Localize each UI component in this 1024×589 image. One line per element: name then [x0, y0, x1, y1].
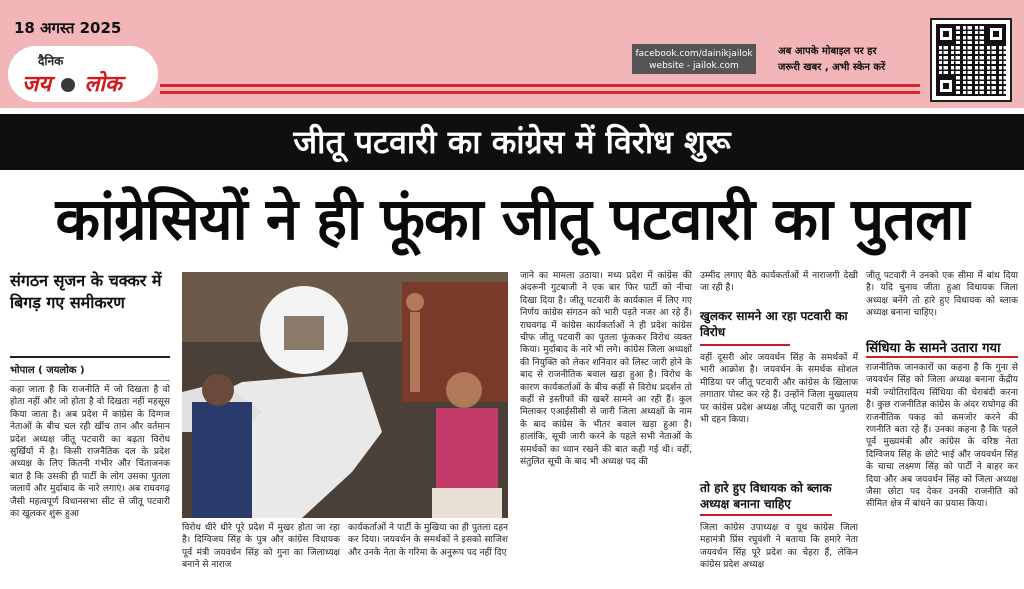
dateline: भोपाल ( जयलोक )	[10, 362, 170, 381]
logo-right-word: लोक	[84, 72, 122, 97]
sidebar-divider	[10, 356, 170, 358]
article-column-2a: विरोध धीरे धीरे पूरे प्रदेश में मुखर होता जा रहा है। दिग्विजय सिंह के पुत्र और कांग्रेस विधायक पूर्व मंत्री जयवर्धन सिंह को गुना का जिलाध्यक्ष बनाने से नाराज	[182, 523, 340, 571]
main-headline: कांग्रेसियों ने ही फूंका जीतू पटवारी का पुतला	[55, 185, 969, 253]
article-column-4-top: उम्मीद लगाए बैठे कार्यकर्ताओं में नाराजगी देखी जा रही है।	[700, 271, 858, 294]
article-column-3: जाने का मामला उठाया। मध्य प्रदेश में कांग्रेस की अंदरूनी गुटबाजी ने एक बार फिर पार्टी को नीचा दिखा दिया है। जीतू पटवारी के कार्यकाल में लिए गए निर्णय कांग्रेस संगठन को भारी पड़ते नजर आ रहे हैं। राघवगढ़ में कांग्रेस कार्यकर्ताओं ने ही प्रदेश कांग्रेस चीफ जीतू पटवारी का पुतला फूंककर विरोध व्यक्त किया। मुर्दाबाद के नारे भी लगे। कांग्रेस जिला अध्यक्षों की नियुक्ति को लेकर शनिवार को लिस्ट जारी होने के बाद से राजनीतिक बवाल खड़ा हुआ है। विरोध के कारण कार्यकर्ताओं के बीच कहीं से विरोध प्रदर्शन तो कहीं से इस्तीफों की खबरें सामने आ रही हैं। कुल मिलाकर एआईसीसी से जारी जिला अध्यक्षों के नाम के बाद कांग्रेस के भीतर बवाल खड़ा हुआ है। हालांकि, सूची जारी करने के पहले सभी नेताओं के समर्थकों का ध्यान रखने की बात कही गई थी। वहीं, संतुलित सूची के बाद भी अध्यक्ष पद की	[520, 271, 692, 468]
masthead-rules	[160, 84, 920, 98]
promo-line-2: जरूरी खबर , अभी स्केन करें	[778, 62, 886, 73]
kicker-headline: जीतू पटवारी का कांग्रेस में विरोध शुरू	[0, 114, 1024, 170]
subheading-underline	[700, 344, 790, 346]
effigy-protest-photo	[182, 272, 508, 518]
globe-icon	[61, 78, 75, 92]
article-column-1: कहा जाता है कि राजनीति में जो दिखता है वो होता नहीं और जो होता है वो दिखता नहीं महसूस किया जाता है। अब प्रदेश में कांग्रेस के दिग्गज नेताओं के बीच चल रही खींच तान और वर्तमान प्रदेश अध्यक्ष जीतू पटवारी का बढ़ता विरोध सुर्खियों में है। किसी राजनैतिक दल के प्रदेश अध्यक्ष के लिए कितनी गंभीर और चिंताजनक बात है कि उसकी ही पार्टी के लोग उसका पुतला जलायें और मुर्दाबाद के नारे लगाएं। अब राघवगढ़ जैसी महत्वपूर्ण विधानसभा सीट से जीतू पटवारी का खुलकर शुरू हुआ	[10, 385, 170, 520]
qr-code-icon	[930, 18, 1012, 102]
facebook-link: facebook.com/dainikjailok	[635, 49, 753, 59]
article-column-5-bottom: राजनीतिक जानकारों का कहना है कि गुना से जयवर्धन सिंह को जिला अध्यक्ष बनाना केंद्रीय मंत्री ज्योतिरादित्य सिंधिया की घेराबंदी करना है। कुछ राजनीतिज्ञ कांग्रेस के अंदर राघोगढ़ की राजनीतिक पकड़ को कमजोर करने की रणनीति बता रहे हैं। उनका कहना है कि पहले पूर्व मुख्यमंत्री और कांग्रेस के वरिष्ठ नेता दिग्विजय सिंह के छोटे भाई और जयवर्धन सिंह के चाचा लक्ष्मण सिंह को पार्टी ने बाहर कर दिया और अब जयवर्धन सिंह को जिला अध्यक्ष जैसा छोटा पद देकर उनकी राजनीति को सीमित क्षेत्र में बांधने का प्रयास किया।	[866, 363, 1018, 510]
news-photo	[182, 272, 508, 518]
article-column-5-top: जीतू पटवारी ने उनको एक सीमा में बांध दिया है। यदि चुनाव जीता हुआ विधायक जिला अध्यक्ष बनेंगे तो हारे हुए विधायक को ब्लाक अध्यक्ष बनाना चाहिए।	[866, 271, 1018, 319]
logo-wordmark	[22, 68, 122, 98]
article-column-2b: कार्यकर्ताओं ने पार्टी के मुखिया का ही पुतला दहन कर दिया। जयवर्धन के समर्थकों ने इसको साजिश और उनके नेता के गरिमा के अनुरूप पद नहीं दिए	[348, 523, 508, 558]
subheading-patwari-opposition: खुलकर सामने आ रहा पटवारी का विरोध	[700, 309, 848, 339]
sidebar-title: संगठन सृजन के चक्कर में बिगड़ गए समीकरण	[10, 271, 162, 312]
scan-promo	[778, 44, 918, 76]
website-link: website - jailok.com	[649, 61, 739, 71]
social-links-box	[632, 44, 756, 74]
logo-left-word: जय	[22, 72, 52, 97]
logo-small-text: दैनिक	[38, 54, 64, 68]
issue-date: 18 अगस्त 2025	[14, 19, 122, 37]
newspaper-logo	[8, 46, 158, 102]
article-column-4-bottom: जिला कांग्रेस उपाध्यक्ष व यूथ कांग्रेस जिला महामंत्री प्रिंस रघुवंशी ने बताया कि हमारे नेता जयवर्धन सिंह पूरे प्रदेश का चेहरा हैं, लेकिन कांग्रेस प्रदेश अध्यक्ष	[700, 523, 858, 571]
subheading-block-president: तो हारे हुए विधायक को ब्लाक अध्यक्ष बनाना चाहिए	[700, 481, 832, 511]
subheading-scindia: सिंधिया के सामने उतारा गया	[866, 338, 1018, 358]
article-column-4-mid: वहीं दूसरी ओर जयवर्धन सिंह के समर्थकों में भारी आक्रोश है। जयवर्धन के समर्थक सोशल मीडिया पर जीतू पटवारी और कांग्रेस के खिलाफ लगातार पोस्ट कर रहे हैं। उन्होंने जिला मुख्यालय पर कांग्रेस प्रदेश अध्यक्ष जीतू पटवारी का पुतला भी दहन किया।	[700, 353, 858, 426]
subheading-underline-2	[700, 514, 832, 516]
promo-line-1: अब आपके मोबाइल पर हर	[778, 46, 877, 57]
masthead	[0, 0, 1024, 108]
